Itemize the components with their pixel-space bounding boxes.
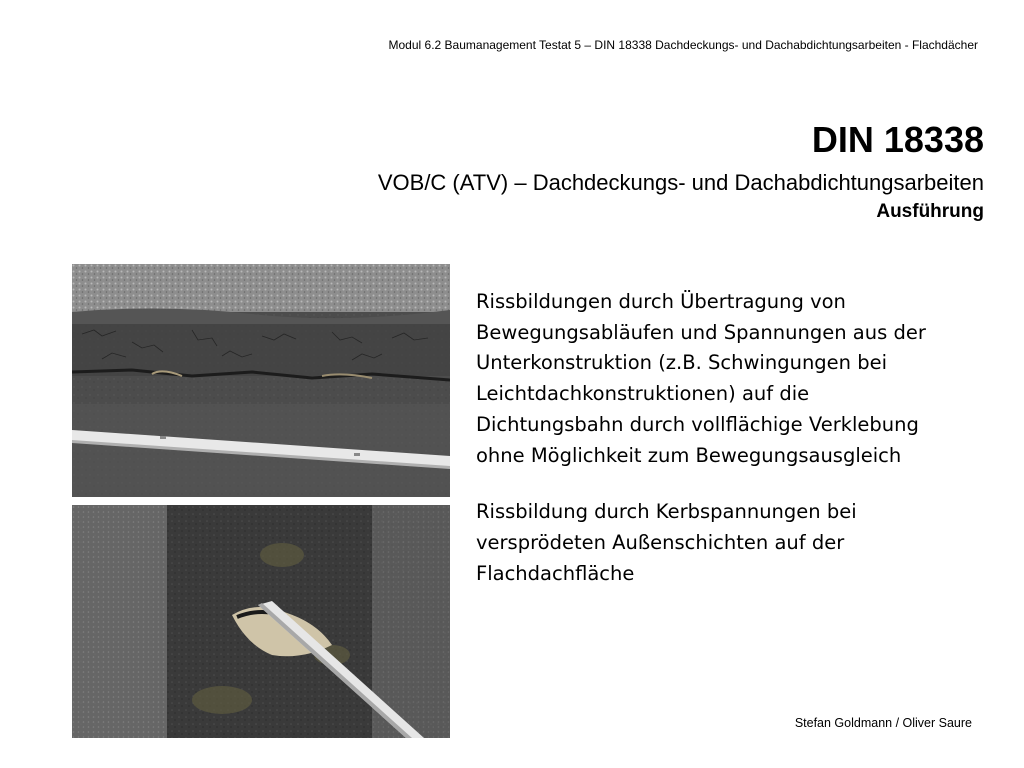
- body-text: [476, 287, 956, 589]
- photo-notch-crack-image: [72, 505, 450, 738]
- title-block: [378, 118, 984, 226]
- section-label: Ausführung: [876, 201, 984, 222]
- slide-title: DIN 18338: [811, 119, 984, 160]
- slide-header: Modul 6.2 Baumanagement Testat 5 – DIN 18338 Dachdeckungs- und Dachabdichtungsarbeiten - Flachdächer: [388, 38, 978, 52]
- photo-notch-crack: [72, 505, 450, 738]
- footer-authors: Stefan Goldmann / Oliver Saure: [794, 716, 972, 730]
- photo-cracked-membrane-image: [72, 264, 450, 497]
- paragraph-notch-stress: Rissbildung durch Kerbspannungen bei versprödeten Außenschichten auf der Flachdachfläche: [476, 500, 857, 585]
- paragraph-cracks-substructure: Rissbildungen durch Übertragung von Bewegungsabläufen und Spannungen aus der Unterkonstruktion (z.B. Schwingungen bei Leichtdachkonstruktionen) auf die Dichtungsbahn durch vollflächige Verklebung ohne Möglichkeit zum Bewegungsausgleich: [476, 290, 926, 467]
- photo-cracked-membrane: [72, 264, 450, 497]
- slide-subtitle: VOB/C (ATV) – Dachdeckungs- und Dachabdichtungsarbeiten: [377, 170, 984, 195]
